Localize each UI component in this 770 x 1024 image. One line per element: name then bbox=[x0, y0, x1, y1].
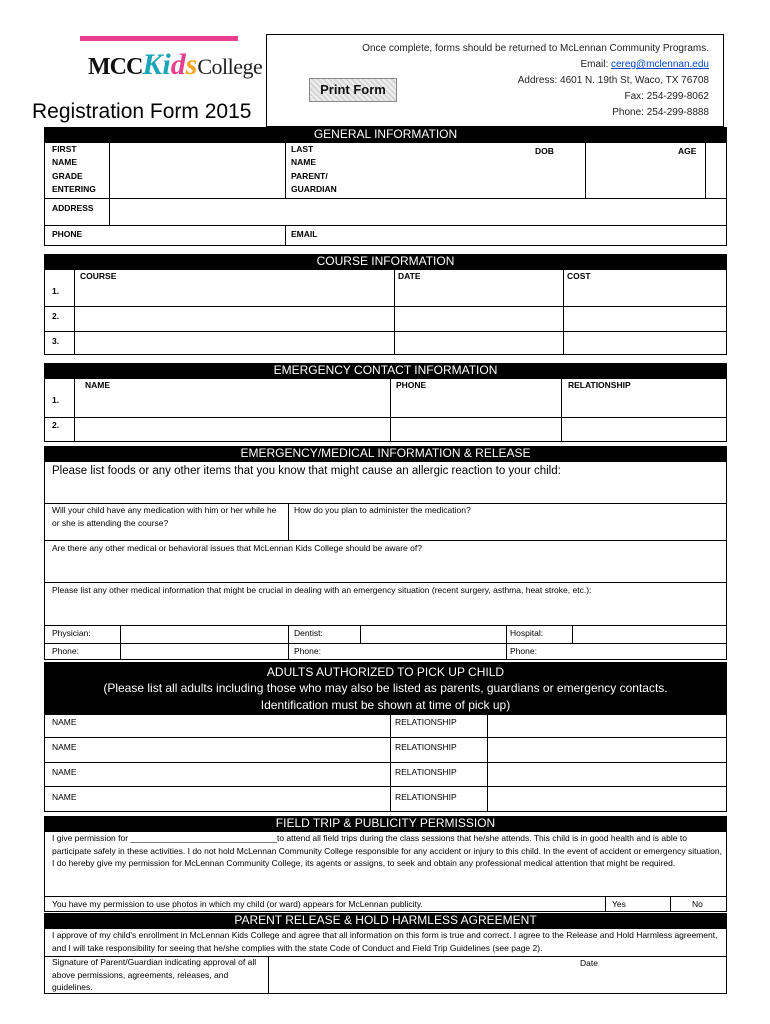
brand-stripe bbox=[80, 36, 238, 41]
form-title: Registration Form 2015 bbox=[32, 100, 252, 123]
photo-permission-text: You have my permission to use photos in which my child (or ward) appears for McLennan publicity. bbox=[52, 899, 423, 909]
last-name-field[interactable] bbox=[340, 143, 520, 168]
pickup-heading-id-note: Identification must be shown at time of pick up) bbox=[260, 698, 511, 712]
administer-question: How do you plan to administer the medication? bbox=[294, 505, 471, 515]
medical-info-heading: EMERGENCY/MEDICAL INFORMATION & RELEASE bbox=[44, 446, 727, 461]
field-trip-heading: FIELD TRIP & PUBLICITY PERMISSION bbox=[44, 816, 727, 831]
medical-info-table bbox=[44, 461, 727, 660]
address-label: ADDRESS bbox=[52, 203, 94, 213]
other-medical-question: Please list any other medical information that might be crucial in dealing with an emergency situation (recent surgery, asthma, heat stroke, etc.): bbox=[52, 585, 592, 595]
course-info-table bbox=[44, 269, 727, 355]
dentist-phone-label: Phone: bbox=[294, 646, 321, 656]
phone-line: Phone: 254-299-8888 bbox=[612, 107, 709, 118]
parent-guardian-field[interactable] bbox=[340, 170, 720, 196]
course-row-number: 3. bbox=[52, 336, 60, 346]
release-heading: PARENT RELEASE & HOLD HARMLESS AGREEMENT bbox=[44, 913, 727, 928]
pickup-name-label: NAME bbox=[52, 742, 77, 752]
contact-phone-col-header: PHONE bbox=[396, 380, 427, 390]
dob-field[interactable] bbox=[586, 143, 686, 168]
general-info-heading: GENERAL INFORMATION bbox=[44, 127, 727, 142]
address-line: Address: 4601 N. 19th St, Waco, TX 76708 bbox=[517, 75, 709, 86]
date-col-header: DATE bbox=[398, 271, 421, 281]
email-link[interactable]: cereg@mclennan.edu bbox=[611, 59, 709, 70]
pickup-heading bbox=[44, 662, 727, 714]
date-field[interactable] bbox=[605, 956, 725, 992]
pickup-table bbox=[44, 714, 727, 812]
photo-no-option[interactable]: No bbox=[692, 899, 703, 909]
course-col-header: COURSE bbox=[80, 271, 117, 281]
signature-label: Signature of Parent/Guardian indicating approval of all above permissions, agreements, releases, and guidelines. bbox=[52, 957, 257, 992]
phone-label: PHONE bbox=[52, 229, 83, 239]
dentist-label: Dentist: bbox=[294, 628, 323, 638]
mcc-kids-college-logo: MCCKidsCollege bbox=[88, 48, 263, 81]
field-trip-permission-text: I give permission for _______________________________to attend all field trips during the class sessions that he/she attends. This child is in good health and is able to participate safely in these activities. I do not hold McLennan Community College responsible for any accident or injury to this child. In the event of accident or emergency situation, I do hereby give my permission for McLennan Community College, its agents or assigns, to seek and obtain any professional medical attention that might be required. bbox=[52, 833, 722, 868]
pickup-relationship-label: RELATIONSHIP bbox=[395, 767, 457, 777]
contact-row-number: 1. bbox=[52, 395, 60, 405]
pickup-heading-title: ADULTS AUTHORIZED TO PICK UP CHILD bbox=[266, 665, 505, 679]
allergy-question: Please list foods or any other items that you know that might cause an allergic reaction to your child: bbox=[52, 465, 561, 477]
last-name-label: LAST NAME bbox=[291, 144, 317, 167]
medication-question: Will your child have any medication with him or her while he or she is attending the course? bbox=[52, 505, 277, 528]
print-form-button[interactable]: Print Form bbox=[309, 78, 397, 102]
contact-name-col-header: NAME bbox=[85, 380, 111, 390]
date-label: Date bbox=[580, 958, 598, 968]
course-row-number: 1. bbox=[52, 286, 60, 296]
fax-line: Fax: 254-299-8062 bbox=[624, 91, 709, 102]
course-info-heading: COURSE INFORMATION bbox=[44, 254, 727, 269]
contact-row-number: 2. bbox=[52, 420, 60, 430]
pickup-heading-note: (Please list all adults including those who may also be listed as parents, guardians or emergency contacts. bbox=[103, 681, 668, 695]
email-label: EMAIL bbox=[291, 229, 318, 239]
age-label: AGE bbox=[678, 146, 697, 156]
age-field[interactable] bbox=[705, 143, 725, 168]
signature-field[interactable] bbox=[272, 956, 562, 992]
grade-field[interactable] bbox=[110, 170, 282, 196]
physician-label: Physician: bbox=[52, 628, 91, 638]
issues-question: Are there any other medical or behavioral issues that McLennan Kids College should be aware of? bbox=[52, 543, 422, 553]
pickup-name-label: NAME bbox=[52, 792, 77, 802]
email-line: Email: cereg@mclennan.edu bbox=[580, 59, 709, 70]
release-agreement-text: I approve of my child's enrollment in McLennan Kids College and agree that all information on this form is true and correct. I agree to the Release and Hold Harmless agreement, and I will take responsibility for seeing that he/she complies with the state Code of Conduct and Field Trip Guidelines (see page 2). bbox=[52, 930, 718, 953]
first-name-label: FIRST NAME bbox=[52, 144, 78, 167]
photo-yes-option[interactable]: Yes bbox=[612, 899, 626, 909]
contact-relationship-col-header: RELATIONSHIP bbox=[568, 380, 631, 390]
hospital-label: Hospital: bbox=[510, 628, 544, 638]
dob-label: DOB bbox=[535, 146, 554, 156]
course-row-number: 2. bbox=[52, 311, 60, 321]
grade-entering-label: GRADE ENTERING bbox=[52, 171, 96, 194]
pickup-name-label: NAME bbox=[52, 717, 77, 727]
first-name-field[interactable] bbox=[110, 143, 282, 168]
contact-info-box bbox=[266, 34, 724, 127]
physician-phone-label: Phone: bbox=[52, 646, 79, 656]
address-field[interactable] bbox=[110, 198, 725, 224]
pickup-relationship-label: RELATIONSHIP bbox=[395, 717, 457, 727]
hospital-phone-label: Phone: bbox=[510, 646, 537, 656]
parent-guardian-label: PARENT/ GUARDIAN bbox=[291, 171, 337, 194]
pickup-name-label: NAME bbox=[52, 767, 77, 777]
phone-field[interactable] bbox=[110, 226, 282, 245]
pickup-relationship-label: RELATIONSHIP bbox=[395, 742, 457, 752]
pickup-relationship-label: RELATIONSHIP bbox=[395, 792, 457, 802]
emergency-contact-heading: EMERGENCY CONTACT INFORMATION bbox=[44, 363, 727, 378]
cost-col-header: COST bbox=[567, 271, 591, 281]
email-field[interactable] bbox=[340, 226, 725, 245]
return-note: Once complete, forms should be returned to McLennan Community Programs. bbox=[362, 43, 709, 54]
